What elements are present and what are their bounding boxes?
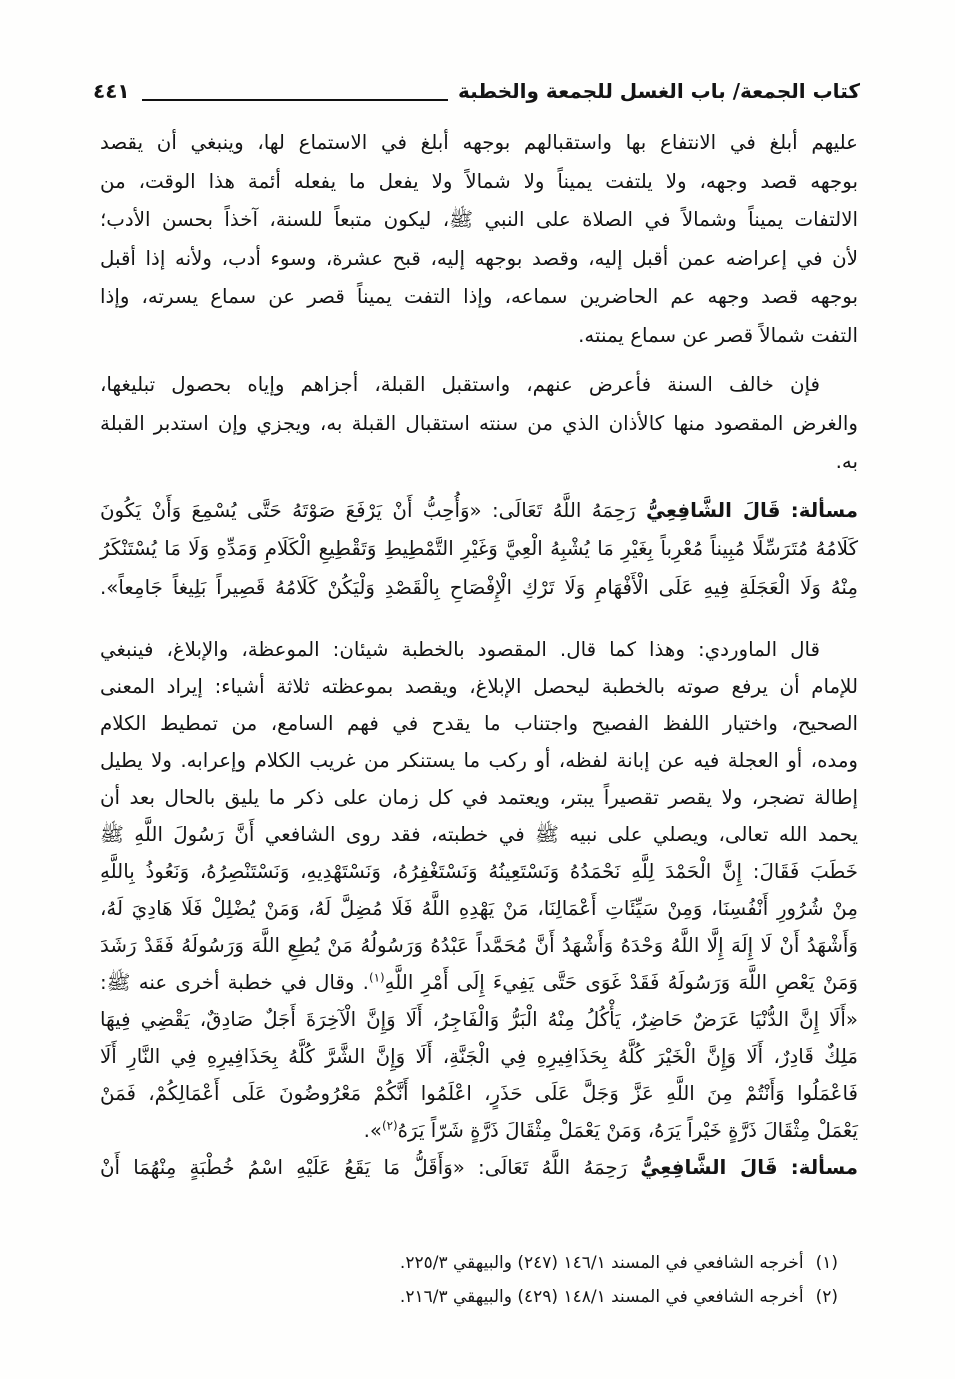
text-line [100, 201, 858, 240]
text-line [100, 124, 858, 163]
paragraph [100, 366, 858, 482]
issue-label: مسألة: [790, 1156, 858, 1179]
text-line [100, 927, 858, 964]
footnote-ref: (١) [368, 970, 385, 985]
text-line [100, 705, 858, 742]
footnote-marker: (١) [815, 1253, 838, 1273]
line-text: مِنْهُ وَلَا الْعَجَلَةِ فِيهِ عَلَى الْأَفْهَامِ وَلَا تَرْكِ الْإِفْصَاحِ بِالْقَصْدِ وَلْيَكُنْ كَلَامُهُ قَصِيراً بَلِيغاً جَامِعاً». [100, 575, 858, 599]
line-text: بوجهه قصد وجهه، ولا يلتفت يميناً ولا شمالاً ولا يفعل ما يفعله أئمة هذا الوقت، من [100, 169, 858, 193]
running-header [93, 74, 860, 108]
line-text: فَاعْمَلُوا وَأَنْتُمْ مِنَ اللَّهِ عَزَّ وَجَلَّ عَلَى حَذَرٍ، اعْلَمُوا أَنَّكُمْ مَعْرُوضُونَ عَلَى أَعْمَالِكُمْ، فَمَنْ [100, 1082, 858, 1105]
line-text: يَعْمَلْ مِثْقَالَ ذَرَّةٍ خَيْراً يَرَهُ، وَمَنْ يَعْمَلْ مِثْقَالَ ذَرَّةٍ شَرّاً يَرَهُ [397, 1119, 858, 1142]
text-line [100, 366, 858, 405]
text-line [100, 405, 858, 444]
text-line [100, 816, 858, 853]
footnote [238, 1246, 838, 1280]
text-line [100, 317, 858, 356]
text-line [100, 779, 858, 816]
text-line [100, 1038, 858, 1075]
paragraph [100, 124, 858, 355]
footnote-text: أخرجه الشافعي في المسند ١٤٨/١ (٤٢٩) والبيهقي ٢١٦/٣. [399, 1287, 804, 1307]
issue-paragraph [100, 1149, 858, 1186]
text-line [100, 1001, 858, 1038]
line-text: للإمام أن يرفع صوته بالخطبة ليحصل الإبلاغ، ويقصد بموعظته ثلاثة أشياء: إيراد المعنى [100, 675, 858, 698]
text-line [100, 492, 858, 531]
footnote-marker: (٢) [815, 1287, 838, 1307]
line-text: إطالة تضجر، ولا يقصر تقصيراً يبتر، ويعتمد في كل زمان على ذكر ما يليق بالحال بعد أن [100, 786, 858, 809]
footnotes [238, 1246, 838, 1314]
text-line [100, 278, 858, 317]
line-text: به. [835, 450, 858, 473]
page-title: كتاب الجمعة/ باب الغسل للجمعة والخطبة [457, 79, 860, 103]
issue-label: مسألة: [790, 498, 858, 522]
line-text: لأن في إعراضه عمن أقبل إليه، وقصد بوجهه إليه، قبح عشرة، وسوء أدب، ولأنه إذا أقبل [100, 246, 858, 270]
text-line [100, 1149, 858, 1186]
text-line [100, 668, 858, 705]
body-text [100, 124, 858, 1186]
text-line [100, 631, 858, 668]
line-text: مَلِكٌ قَادِرٌ، أَلَا وَإِنَّ الْخَيْرَ كُلَّهُ بِحَذَافِيرِهِ فِي الْجَنَّةِ، أَلَا وَإِنَّ الشَّرَّ كُلَّهُ بِحَذَافِيرِهِ فِي النَّارِ أَلَا [100, 1045, 858, 1068]
line-text: يحمد الله تعالى، ويصلي على نبيه ﷺ في خطبته، فقد روى الشافعي أَنَّ رَسُولَ اللَّهِ ﷺ [100, 823, 858, 846]
line-text: عليهم أبلغ في الانتفاع بها واستقبالهم بوجهه أبلغ في الاستماع لها، وينبغي أن يقصد [100, 131, 858, 154]
issue-paragraph [100, 492, 858, 608]
line-text: وَأَشْهَدُ أَنْ لَا إِلَهَ إِلَّا اللَّهُ وَحْدَهُ وَأَشْهَدُ أَنَّ مُحَمَّداً عَبْدُهُ وَرَسُولُهُ مَنْ يُطِعِ اللَّهَ وَرَسُولَهُ فَقَدْ رَشَدَ [100, 934, 858, 957]
line-text: بوجهه قصد وجهه عم الحاضرين سماعه، وإذا التفت يميناً قصر عن سماع يسرته، وإذا [100, 285, 858, 308]
line-text: وَمَنْ يَعْصِ اللَّهَ وَرَسُولَهُ فَقَدْ غَوَى حَتَّى يَفِيءَ إِلَى أَمْرِ اللَّهِ [384, 971, 858, 994]
line-text: . وقال في خطبة أخرى عنه ﷺ: [100, 971, 369, 994]
line-text: الالتفات يميناً وشمالاً في الصلاة على النبي ﷺ، ليكون متبعاً للسنة، آخذاً بحسن الأدب؛ [100, 208, 858, 231]
speaker-name: قَالَ الشَّافِعِيُّ [645, 498, 781, 522]
text-line [100, 890, 858, 927]
line-text: ». [363, 1119, 382, 1142]
text-line [100, 443, 858, 482]
text-line [100, 853, 858, 890]
text-line [100, 1075, 858, 1112]
line-text: فإن خالف السنة فأعرض عنهم، واستقبل القبلة، أجزاهم وإياه بحصول تبليغها، [100, 373, 820, 396]
text-line [100, 240, 858, 279]
line-text: والغرض المقصود منها كالأذان الذي من سنته استقبال القبلة به، ويجزي وإن استدبر القبلة [100, 411, 858, 435]
text-line [100, 742, 858, 779]
line-text: «أَلَا إِنَّ الدُّنْيَا عَرَضٌ حَاضِرٌ، يَأْكُلُ مِنْهُ الْبَرُّ وَالْفَاجِرُ، أَلَا وَإِنَّ الْآخِرَةَ أَجَلٌ صَادِقٌ، يَقْضِي فِيهَا [100, 1008, 858, 1031]
line-text: ومده، أو العجلة فيه عن إبانة لفظه، أو ركب ما يستنكر من غريب الكلام وإعرابه. ولا يطيل [100, 749, 858, 772]
line-text: كَلَامُهُ مُتَرَسِّلًا مُبِيناً مُعْرِباً بِغَيْرِ مَا يُشْبِهُ الْعِيَّ وَغَيْرِ التَّمْطِيطِ وَتَقْطِيعِ الْكَلَامِ وَمَدِّهِ وَلَا مَا يُسْتَنْكَرُ [100, 537, 858, 560]
line-text: رَحِمَهُ اللَّهُ تَعَالَى: «وَأُحِبُّ أَنْ يَرْفَعَ صَوْتَهُ حَتَّى يُسْمِعَ وَأَنْ يَكُونَ [100, 498, 636, 522]
text-line [100, 530, 858, 569]
text-line [100, 1112, 858, 1149]
footnote-text: أخرجه الشافعي في المسند ١٤٦/١ (٢٤٧) والبيهقي ٢٢٥/٣. [399, 1253, 804, 1273]
text-line [100, 964, 858, 1001]
line-text: رَحِمَهُ اللَّهُ تَعَالَى: «وَأَقَلُّ مَا يَقَعُ عَلَيْهِ اسْمُ خُطْبَةٍ مِنْهُمَا أَنْ [100, 1156, 628, 1179]
line-text: مِنْ شُرُورِ أَنْفُسِنَا، وَمِنْ سَيِّئَاتِ أَعْمَالِنَا، مَنْ يَهْدِهِ اللَّهُ فَلَا مُضِلَّ لَهُ، وَمَنْ يُضْلِلْ فَلَا هَادِيَ لَهُ، [100, 897, 858, 920]
paragraph [100, 631, 858, 1149]
header-rule [142, 99, 448, 101]
speaker-name: قَالَ الشَّافِعِيُّ [640, 1156, 778, 1179]
page-number: ٤٤١ [93, 79, 130, 103]
footnote [238, 1280, 838, 1314]
text-line [100, 163, 858, 202]
line-text: الصحيح، واختيار اللفظ الفصيح واجتناب ما يقدح في فهم السامع، من تمطيط الكلام [100, 712, 858, 735]
line-text: التفت شمالاً قصر عن سماع يمنته. [578, 323, 858, 347]
text-line [100, 569, 858, 608]
footnote-ref: (٢) [382, 1118, 398, 1133]
line-text: قال الماوردي: وهذا كما قال. المقصود بالخطبة شيئان: الموعظة، والإبلاغ، فينبغي [100, 638, 820, 661]
line-text: خَطَبَ فَقَالَ: إِنَّ الْحَمْدَ لِلَّهِ نَحْمَدُهُ وَنَسْتَعِينُهُ وَنَسْتَغْفِرُهُ، وَنَسْتَهْدِيهِ، وَنَسْتَنْصِرُهُ، وَنَعُوذُ بِاللَّهِ [100, 860, 858, 883]
